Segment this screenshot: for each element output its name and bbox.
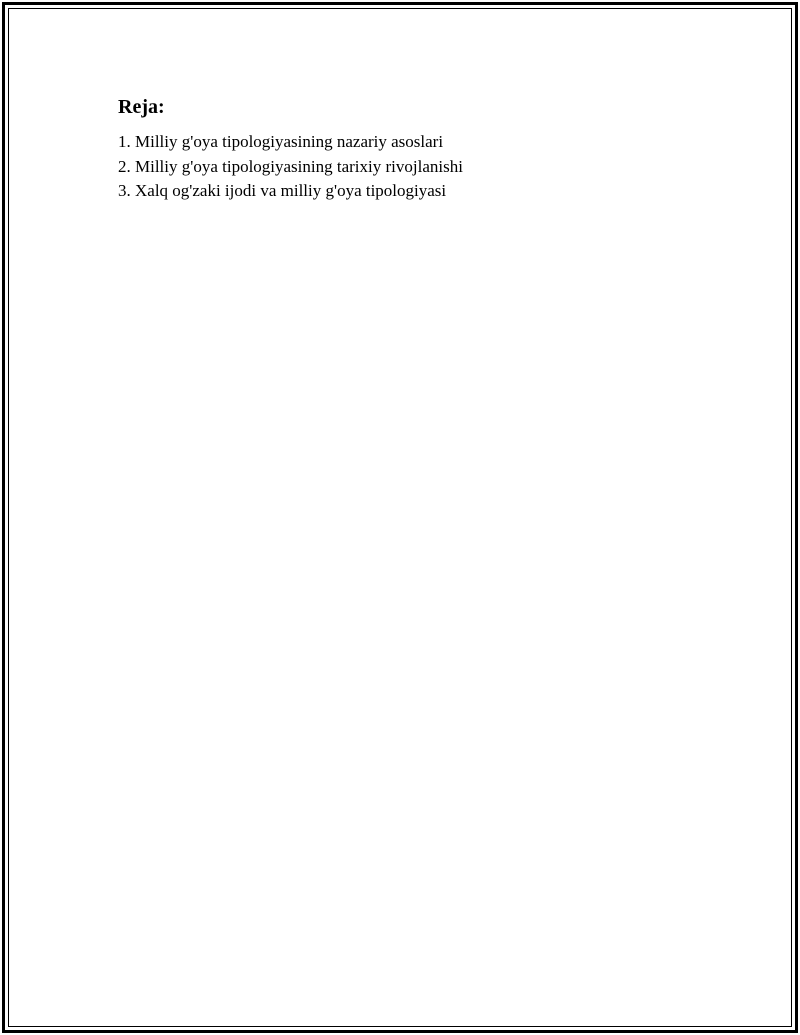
plan-item-3: 3. Xalq og'zaki ijodi va milliy g'oya tipologiyasi [118, 181, 447, 200]
plan-list [118, 130, 718, 204]
plan-heading: Reja: [118, 96, 165, 118]
plan-item-1: 1. Milliy g'oya tipologiyasining nazariy asoslari [118, 132, 444, 151]
plan-item-2: 2. Milliy g'oya tipologiyasining tarixiy rivojlanishi [118, 156, 463, 176]
document-content [118, 94, 718, 204]
